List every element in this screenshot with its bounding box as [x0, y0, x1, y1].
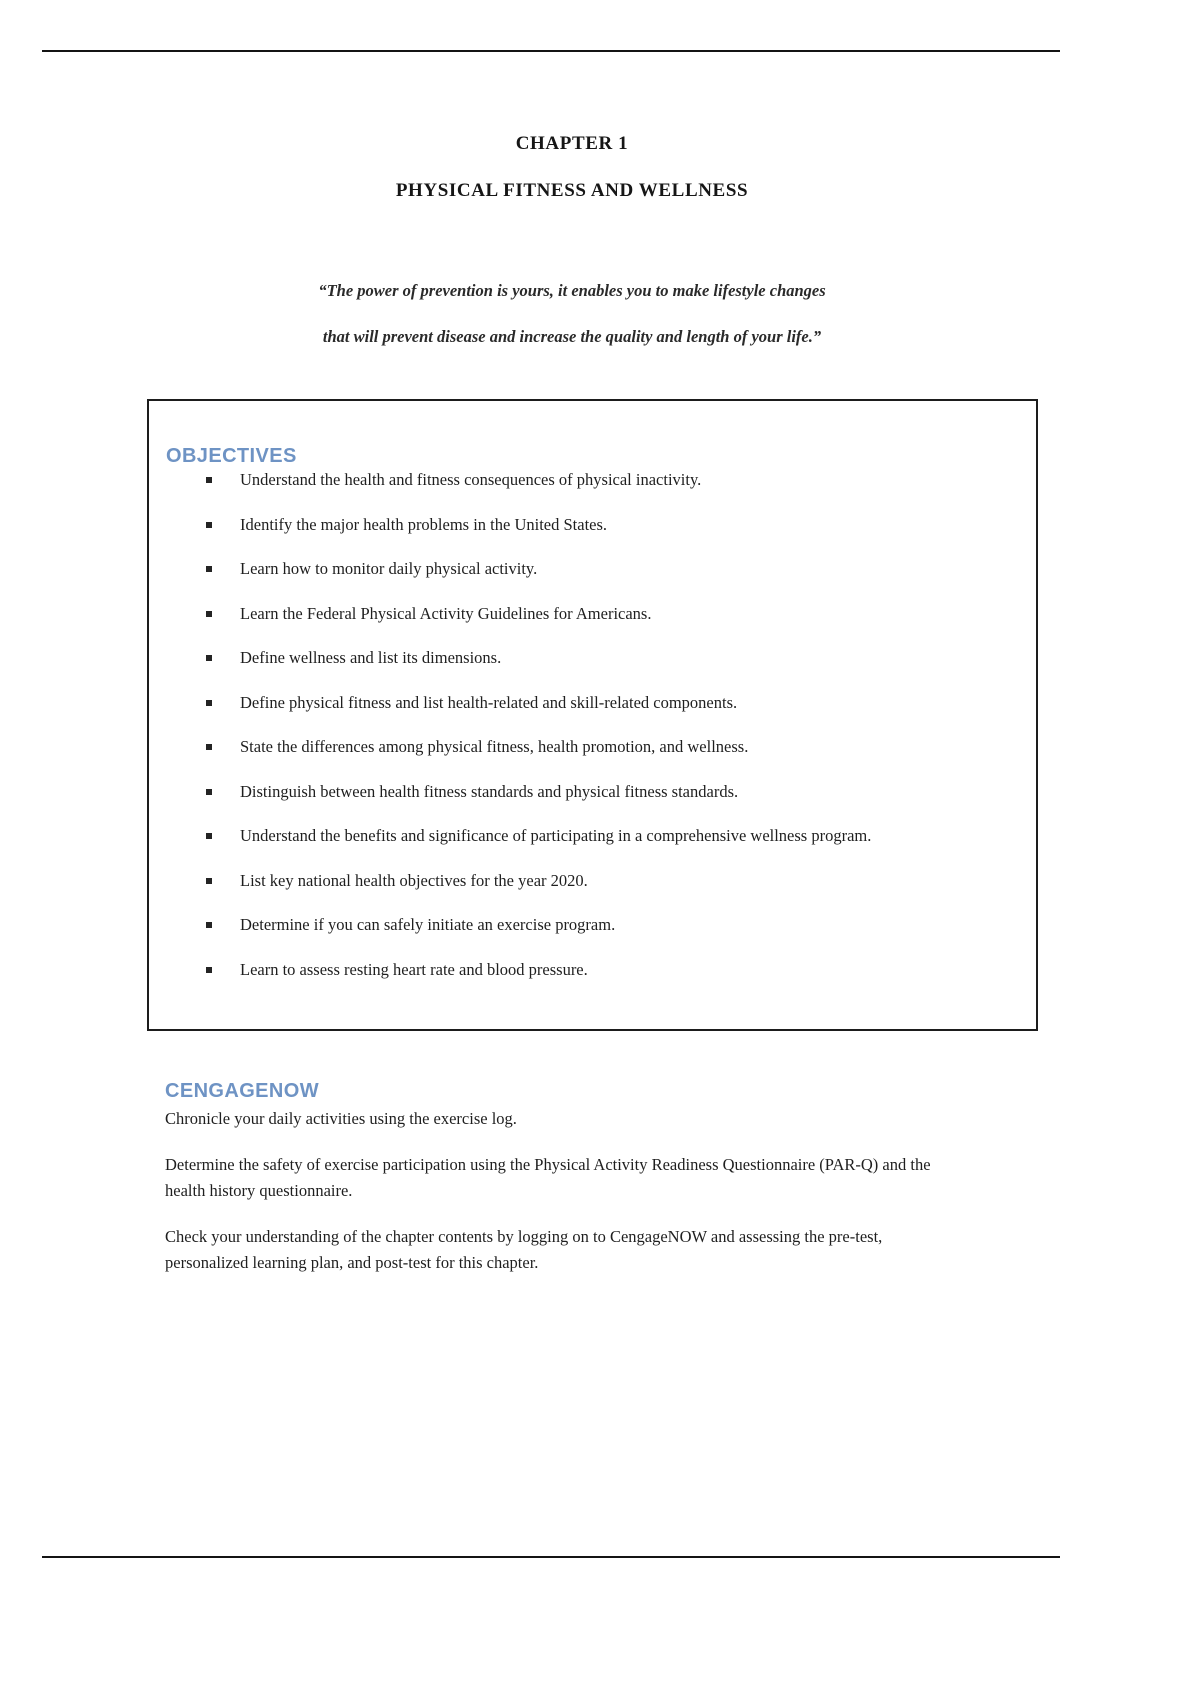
- page-bottom-rule: [42, 1556, 1060, 1558]
- square-bullet-icon: [206, 477, 212, 483]
- list-item: [166, 692, 1022, 713]
- square-bullet-icon: [206, 522, 212, 528]
- square-bullet-icon: [206, 967, 212, 973]
- square-bullet-icon: [206, 700, 212, 706]
- cengagenow-paragraph: Check your understanding of the chapter contents by logging on to CengageNOW and assessing the pre-test, personalized learning plan, and post-test for this chapter.: [165, 1227, 883, 1272]
- square-bullet-icon: [206, 878, 212, 884]
- square-bullet-icon: [206, 744, 212, 750]
- list-item: [166, 914, 1022, 935]
- square-bullet-icon: [206, 566, 212, 572]
- list-item-label: Distinguish between health fitness standards and physical fitness standards.: [240, 781, 739, 801]
- square-bullet-icon: [206, 789, 212, 795]
- pull-quote-line-1: “The power of prevention is yours, it enables you to make lifestyle changes: [318, 281, 826, 300]
- list-item-label: Define physical fitness and list health-related and skill-related components.: [240, 692, 738, 712]
- cengagenow-paragraph: Determine the safety of exercise participation using the Physical Activity Readiness Questionnaire (PAR-Q) and the health history questionnaire.: [165, 1155, 931, 1200]
- objectives-heading: OBJECTIVES: [166, 445, 297, 467]
- pull-quote: [0, 268, 1144, 360]
- list-item-label: Learn how to monitor daily physical activity.: [240, 559, 538, 578]
- page-title: PHYSICAL FITNESS AND WELLNESS: [395, 180, 749, 201]
- list-item: [166, 647, 1022, 668]
- objectives-box: [147, 399, 1038, 1031]
- list-item-label: Learn the Federal Physical Activity Guidelines for Americans.: [240, 603, 652, 623]
- list-item: [166, 558, 1022, 579]
- list-item: [166, 825, 1022, 846]
- list-item: [166, 781, 1022, 802]
- pull-quote-line-2: that will prevent disease and increase the quality and length of your life.”: [322, 327, 822, 346]
- square-bullet-icon: [206, 611, 212, 617]
- list-item: [166, 603, 1022, 624]
- list-item-label: Identify the major health problems in the United States.: [240, 514, 608, 534]
- list-item-label: Define wellness and list its dimensions.: [240, 648, 502, 667]
- chapter-number: CHAPTER 1: [515, 133, 629, 154]
- cengagenow-body: [165, 1106, 960, 1276]
- list-item-label: List key national health objectives for the year 2020.: [240, 870, 588, 890]
- list-item: [166, 959, 1022, 980]
- list-item-label: Learn to assess resting heart rate and blood pressure.: [240, 959, 588, 979]
- cengagenow-paragraph: Chronicle your daily activities using the exercise log.: [165, 1109, 517, 1128]
- square-bullet-icon: [206, 922, 212, 928]
- list-item: [166, 469, 1022, 490]
- square-bullet-icon: [206, 833, 212, 839]
- list-item-label: State the differences among physical fitness, health promotion, and wellness.: [240, 737, 749, 756]
- cengagenow-heading: CENGAGENOW: [165, 1080, 319, 1102]
- list-item: [166, 514, 1022, 535]
- objectives-list: [166, 469, 1022, 1003]
- list-item: [166, 736, 1022, 757]
- list-item: [166, 870, 1022, 891]
- square-bullet-icon: [206, 655, 212, 661]
- list-item-label: Understand the benefits and significance of participating in a comprehensive wellness program.: [240, 826, 872, 845]
- list-item-label: Determine if you can safely initiate an exercise program.: [240, 915, 616, 934]
- page-top-rule: [42, 50, 1060, 52]
- list-item-label: Understand the health and fitness consequences of physical inactivity.: [240, 470, 702, 489]
